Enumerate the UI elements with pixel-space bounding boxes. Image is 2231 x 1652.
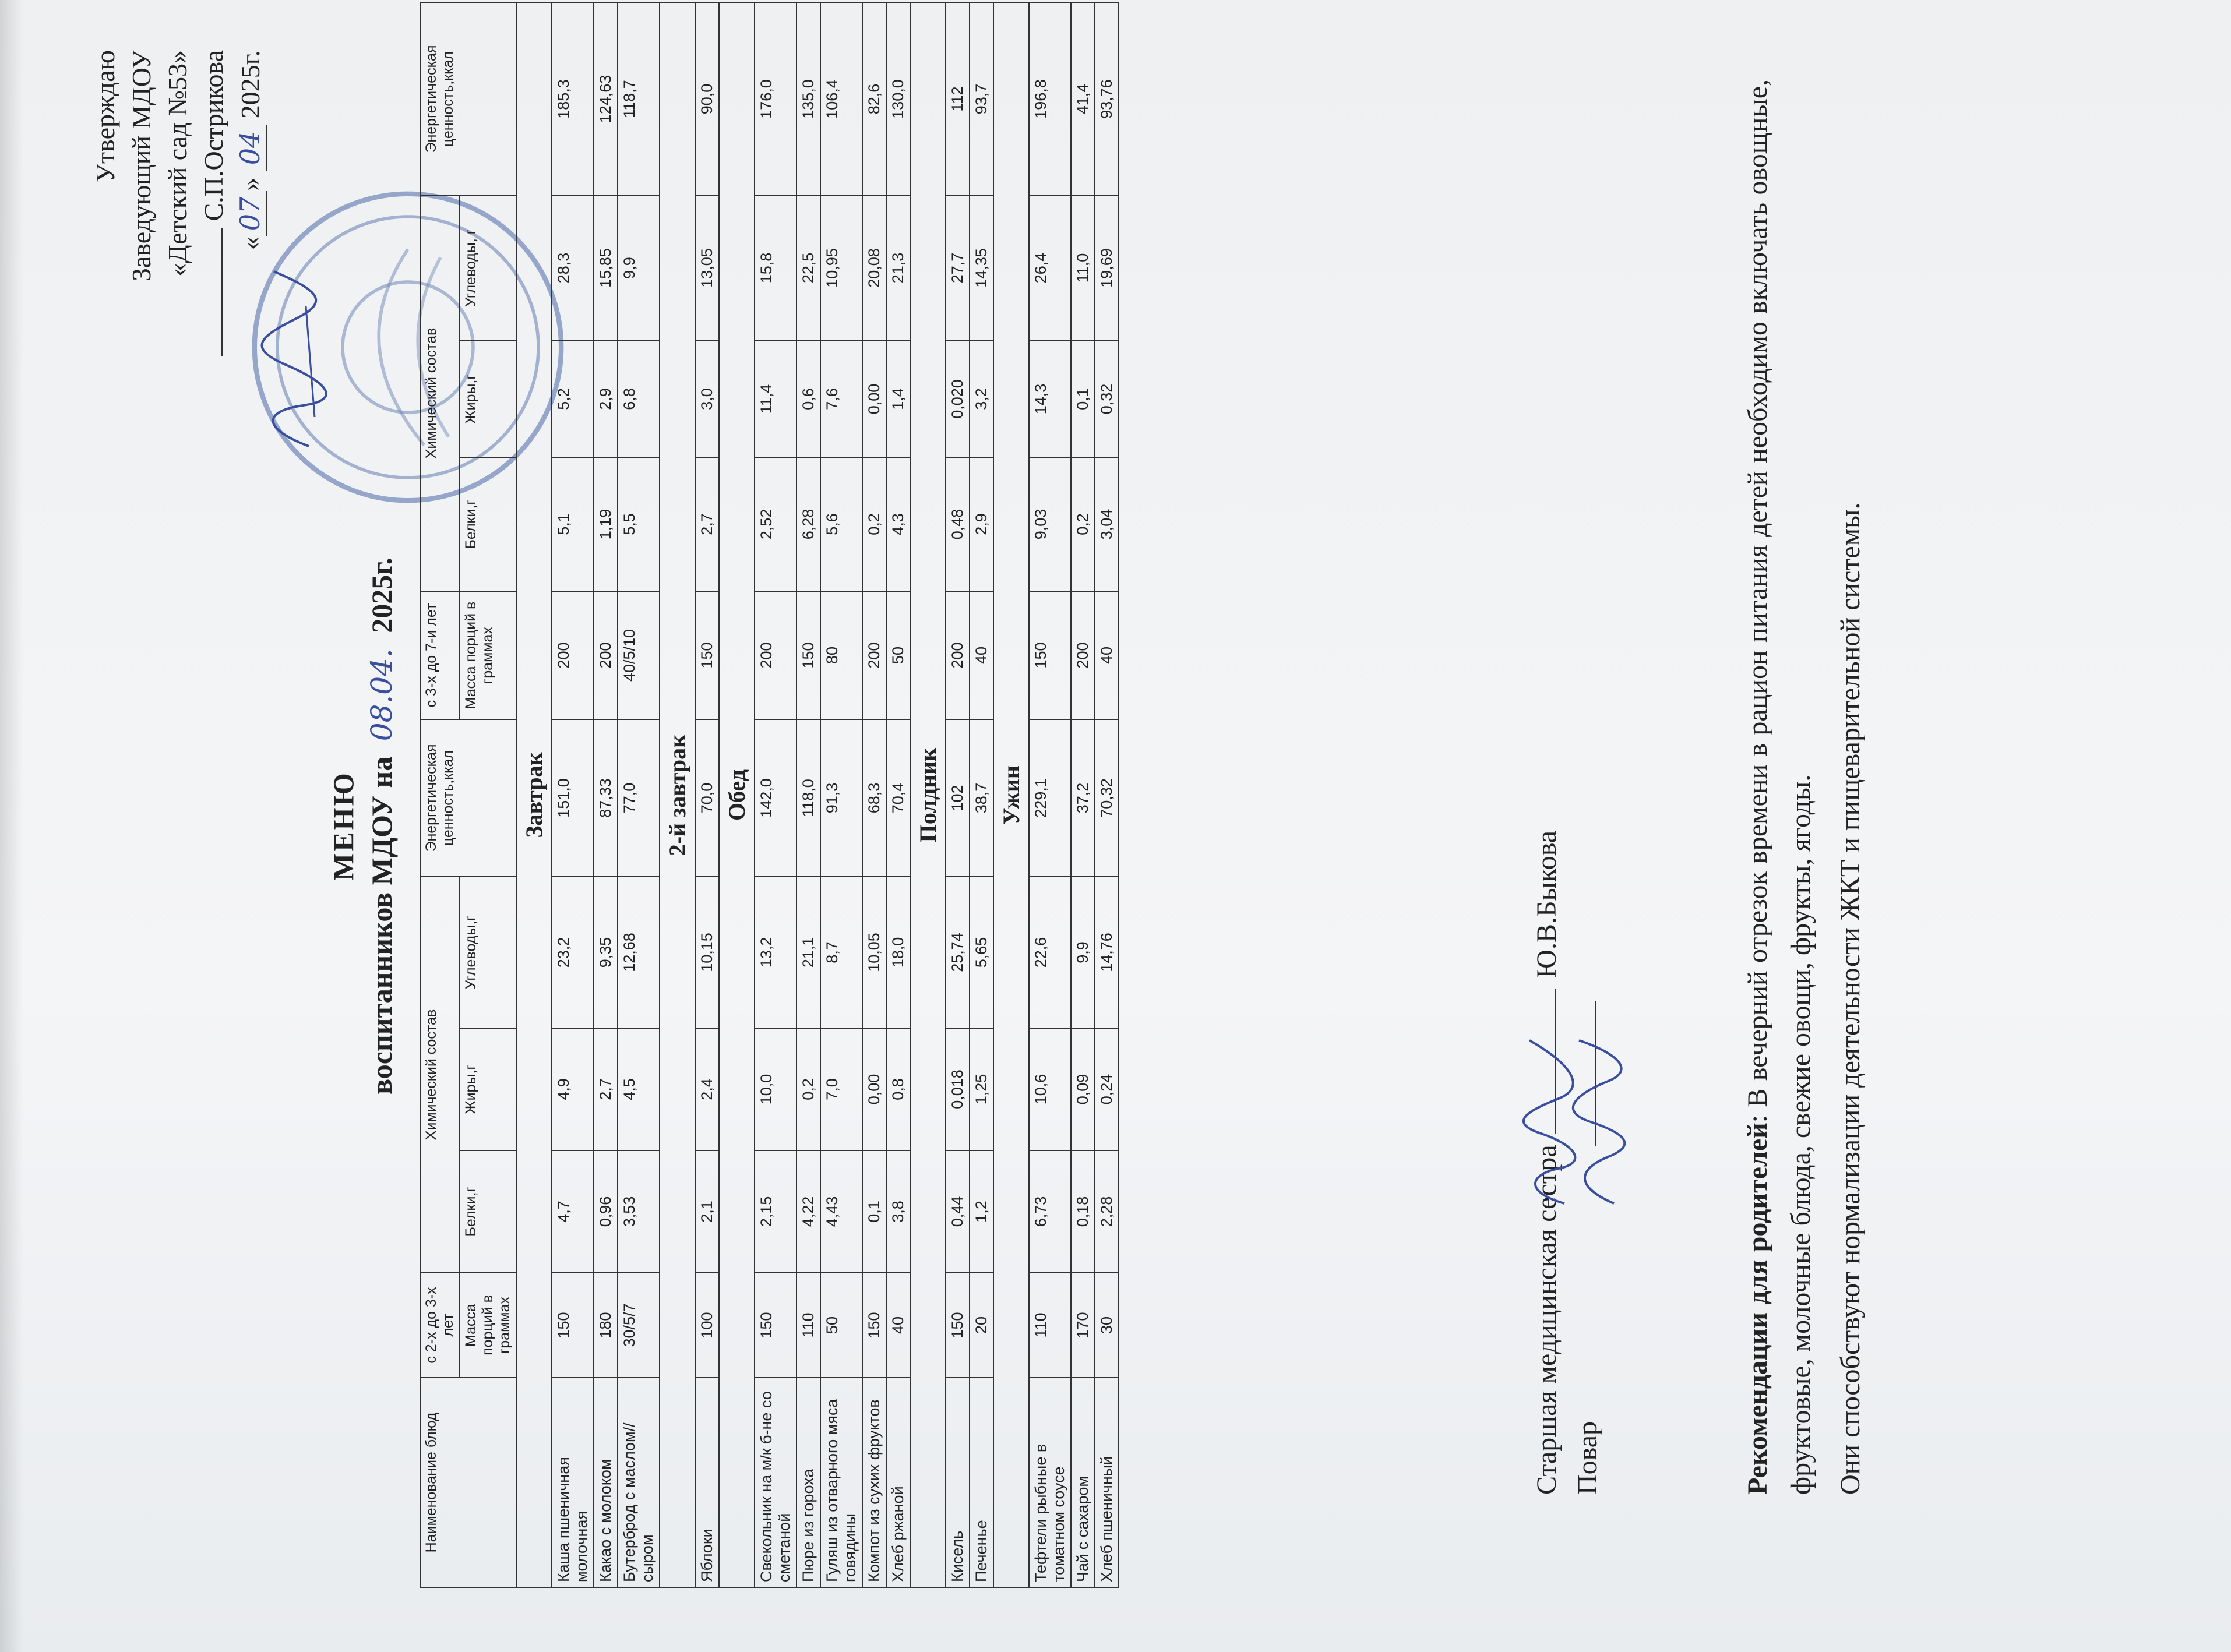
value-cell: 14,35: [970, 195, 993, 341]
value-cell: 5,5: [618, 457, 660, 591]
section-title: Полдник: [910, 3, 946, 1587]
value-cell: 1,2: [970, 1150, 993, 1273]
subtitle-handwritten-date: 08.04.: [365, 648, 399, 742]
value-cell: 15,85: [594, 195, 618, 341]
value-cell: 4,7: [552, 1150, 594, 1273]
value-cell: 200: [1071, 591, 1095, 719]
dish-name-cell: Бутерброд с маслом//сыром: [618, 1378, 660, 1587]
value-cell: 90,0: [695, 3, 719, 195]
value-cell: 11,4: [755, 341, 796, 457]
value-cell: 135,0: [796, 3, 820, 195]
table-row: [1029, 3, 1071, 1587]
header-dish-name: Наименование блюд: [420, 1378, 516, 1587]
value-cell: 27,7: [946, 195, 970, 341]
dish-name-cell: Тефтели рыбные в томатном соусе: [1029, 1378, 1071, 1587]
table-row: [820, 3, 862, 1587]
value-cell: 40: [970, 591, 993, 719]
recommendations-text-1: : В вечерний отрезок времени в рацион питания детей необходимо включать овощные, фруктовые, молочные блюда, свежие овощи, фрукты, ягоды.: [1742, 79, 1817, 1495]
nurse-label: Старшая медицинская сестра: [1531, 1145, 1562, 1495]
value-cell: 0,2: [796, 1028, 820, 1150]
header-energy-1: Энергетическая ценность,ккал: [420, 719, 516, 877]
value-cell: 0,1: [1071, 341, 1095, 457]
value-cell: 118,0: [796, 719, 820, 877]
section-title: Завтрак: [516, 3, 552, 1587]
value-cell: 2,52: [755, 457, 796, 591]
value-cell: 82,6: [862, 3, 886, 195]
value-cell: 106,4: [820, 3, 862, 195]
approval-line-position: Заведующий МДОУ: [126, 50, 157, 282]
value-cell: 50: [886, 591, 910, 719]
dish-name-cell: Яблоки: [695, 1378, 719, 1587]
value-cell: 3,53: [618, 1150, 660, 1273]
value-cell: 110: [796, 1273, 820, 1378]
value-cell: 3,8: [886, 1150, 910, 1273]
value-cell: 150: [862, 1273, 886, 1378]
value-cell: 14,76: [1095, 877, 1119, 1028]
value-cell: 170: [1071, 1273, 1095, 1378]
value-cell: 6,8: [618, 341, 660, 457]
value-cell: 21,1: [796, 877, 820, 1028]
section-title: Ужин: [993, 3, 1029, 1587]
approval-line-approve: Утверждаю: [90, 50, 120, 183]
header-age-group-2: с 3-х до 7-и лет: [420, 591, 460, 719]
value-cell: 26,4: [1029, 195, 1071, 341]
value-cell: 151,0: [552, 719, 594, 877]
value-cell: 150: [946, 1273, 970, 1378]
value-cell: 0,1: [862, 1150, 886, 1273]
value-cell: 14,3: [1029, 341, 1071, 457]
value-cell: 10,6: [1029, 1028, 1071, 1150]
section-title: 2-й завтрак: [660, 3, 695, 1587]
dish-name-cell: Компот из сухих фруктов: [862, 1378, 886, 1587]
value-cell: 0,44: [946, 1150, 970, 1273]
value-cell: 130,0: [886, 3, 910, 195]
header-mass-2: Масса порций в граммах: [460, 591, 516, 719]
value-cell: 18,0: [886, 877, 910, 1028]
value-cell: 5,65: [970, 877, 993, 1028]
value-cell: 180: [594, 1273, 618, 1378]
header-fat-1: Жиры,г: [460, 1028, 516, 1150]
value-cell: 38,7: [970, 719, 993, 877]
header-chem-2: Химический состав: [420, 195, 460, 591]
value-cell: 70,32: [1095, 719, 1119, 877]
subtitle-prefix: воспитанников МДОУ на: [365, 756, 398, 1095]
value-cell: 150: [755, 1273, 796, 1378]
value-cell: 2,15: [755, 1150, 796, 1273]
value-cell: 37,2: [1071, 719, 1095, 877]
value-cell: 1,19: [594, 457, 618, 591]
value-cell: 176,0: [755, 3, 796, 195]
value-cell: 11,0: [1071, 195, 1095, 341]
value-cell: 40: [1095, 591, 1119, 719]
value-cell: 4,43: [820, 1150, 862, 1273]
value-cell: 200: [862, 591, 886, 719]
value-cell: 200: [594, 591, 618, 719]
value-cell: 5,2: [552, 341, 594, 457]
value-cell: 2,9: [970, 457, 993, 591]
value-cell: 0,00: [862, 1028, 886, 1150]
value-cell: 0,09: [1071, 1028, 1095, 1150]
value-cell: 150: [695, 591, 719, 719]
header-carb-1: Углеводы,г: [460, 877, 516, 1028]
nurse-signature-line: [1527, 563, 1567, 1495]
menu-table-body: [516, 3, 1119, 1587]
value-cell: 0,48: [946, 457, 970, 591]
table-row: [946, 3, 970, 1587]
value-cell: 41,4: [1071, 3, 1095, 195]
dish-name-cell: Хлеб ржаной: [886, 1378, 910, 1587]
value-cell: 9,03: [1029, 457, 1071, 591]
value-cell: 93,76: [1095, 3, 1119, 195]
value-cell: 2,7: [594, 1028, 618, 1150]
value-cell: 30: [1095, 1273, 1119, 1378]
dish-name-cell: Кисель: [946, 1378, 970, 1587]
value-cell: 185,3: [552, 3, 594, 195]
dish-name-cell: Печенье: [970, 1378, 993, 1587]
value-cell: 4,3: [886, 457, 910, 591]
signatures-block: [1527, 563, 1608, 1495]
value-cell: 15,8: [755, 195, 796, 341]
subtitle-year: 2025г.: [365, 557, 398, 633]
header-mass-1: Масса порций в граммах: [460, 1273, 516, 1378]
value-cell: 4,5: [618, 1028, 660, 1150]
document-subtitle: [365, 0, 399, 1652]
value-cell: 0,2: [1071, 457, 1095, 591]
header-protein-1: Белки,г: [460, 1150, 516, 1273]
value-cell: 2,28: [1095, 1150, 1119, 1273]
value-cell: 2,7: [695, 457, 719, 591]
value-cell: 25,74: [946, 877, 970, 1028]
value-cell: 4,22: [796, 1150, 820, 1273]
dish-name-cell: Какао с молоком: [594, 1378, 618, 1587]
value-cell: 21,3: [886, 195, 910, 341]
value-cell: 10,05: [862, 877, 886, 1028]
approval-director-name: С.П.Острикова: [199, 50, 229, 221]
value-cell: 4,9: [552, 1028, 594, 1150]
value-cell: 9,35: [594, 877, 618, 1028]
value-cell: 1,4: [886, 341, 910, 457]
approval-signature-blank: [221, 228, 223, 356]
table-row: [755, 3, 796, 1587]
value-cell: 150: [552, 1273, 594, 1378]
value-cell: 80: [820, 591, 862, 719]
value-cell: 1,25: [970, 1028, 993, 1150]
value-cell: 20: [970, 1273, 993, 1378]
approval-date-day: 07: [234, 191, 267, 237]
value-cell: 70,4: [886, 719, 910, 877]
table-row: [695, 3, 719, 1587]
value-cell: 22,6: [1029, 877, 1071, 1028]
table-row: [886, 3, 910, 1587]
value-cell: 0,2: [862, 457, 886, 591]
value-cell: 70,0: [695, 719, 719, 877]
value-cell: 6,28: [796, 457, 820, 591]
value-cell: 9,9: [618, 195, 660, 341]
value-cell: 13,2: [755, 877, 796, 1028]
table-row: [1071, 3, 1095, 1587]
table-row: [796, 3, 820, 1587]
approval-date-month: 04: [234, 125, 267, 171]
value-cell: 28,3: [552, 195, 594, 341]
value-cell: 91,3: [820, 719, 862, 877]
table-row: [594, 3, 618, 1587]
value-cell: 30/5/7: [618, 1273, 660, 1378]
page-shadow: [0, 0, 23, 1652]
menu-table: [420, 2, 1119, 1588]
nurse-name: Ю.В.Быкова: [1531, 830, 1562, 979]
value-cell: 0,018: [946, 1028, 970, 1150]
header-fat-2: Жиры,г: [460, 341, 516, 457]
approval-line-name: [196, 50, 232, 458]
section-header-row: [910, 3, 946, 1587]
document-title: МЕНЮ: [327, 771, 360, 881]
header-protein-2: Белки,г: [460, 457, 516, 591]
value-cell: 110: [1029, 1273, 1071, 1378]
value-cell: 10,95: [820, 195, 862, 341]
value-cell: 196,8: [1029, 3, 1071, 195]
value-cell: 5,6: [820, 457, 862, 591]
header-energy-2: Энергетическая ценность,ккал: [420, 3, 516, 195]
recommendations-paragraph-1: [1736, 79, 1823, 1495]
value-cell: 2,9: [594, 341, 618, 457]
value-cell: 68,3: [862, 719, 886, 877]
director-signature-icon: [251, 266, 332, 452]
recommendations-label: Рекомендации для родителей: [1742, 1122, 1773, 1495]
dish-name-cell: Каша пшеничная молочная: [552, 1378, 594, 1587]
table-row: [970, 3, 993, 1587]
value-cell: 12,68: [618, 877, 660, 1028]
value-cell: 20,08: [862, 195, 886, 341]
value-cell: 10,0: [755, 1028, 796, 1150]
value-cell: 2,4: [695, 1028, 719, 1150]
value-cell: 118,7: [618, 3, 660, 195]
value-cell: 0,18: [1071, 1150, 1095, 1273]
value-cell: 112: [946, 3, 970, 195]
value-cell: 40/5/10: [618, 591, 660, 719]
section-header-row: [660, 3, 695, 1587]
table-row: [862, 3, 886, 1587]
value-cell: 5,1: [552, 457, 594, 591]
approval-line-institution: «Детский сад №53»: [163, 50, 193, 277]
header-chem-1: Химический состав: [420, 877, 460, 1273]
value-cell: 0,24: [1095, 1028, 1119, 1150]
table-row: [618, 3, 660, 1587]
value-cell: 50: [820, 1273, 862, 1378]
cook-label: Повар: [1571, 1421, 1603, 1495]
value-cell: 229,1: [1029, 719, 1071, 877]
table-row: [552, 3, 594, 1587]
value-cell: 6,73: [1029, 1150, 1071, 1273]
value-cell: 0,020: [946, 341, 970, 457]
value-cell: 200: [755, 591, 796, 719]
value-cell: 150: [1029, 591, 1071, 719]
value-cell: 0,96: [594, 1150, 618, 1273]
cook-signature-line: [1567, 563, 1608, 1495]
dish-name-cell: Хлеб пшеничный: [1095, 1378, 1119, 1587]
section-header-row: [719, 3, 755, 1587]
value-cell: 22,5: [796, 195, 820, 341]
dish-name-cell: Пюре из гороха: [796, 1378, 820, 1587]
value-cell: 7,0: [820, 1028, 862, 1150]
value-cell: 77,0: [618, 719, 660, 877]
value-cell: 7,6: [820, 341, 862, 457]
value-cell: 200: [552, 591, 594, 719]
value-cell: 102: [946, 719, 970, 877]
section-title: Обед: [719, 3, 755, 1587]
value-cell: 0,00: [862, 341, 886, 457]
header-age-group-1: с 2-х до 3-х лет: [420, 1273, 460, 1378]
value-cell: 142,0: [755, 719, 796, 877]
approval-block: [87, 50, 269, 458]
approval-date-year: 2025г.: [235, 50, 266, 119]
dish-name-cell: Свекольник на м/к б-не со сметаной: [755, 1378, 796, 1587]
value-cell: 87,33: [594, 719, 618, 877]
value-cell: 0,32: [1095, 341, 1119, 457]
date-open-quote: «: [235, 236, 266, 250]
value-cell: 23,2: [552, 877, 594, 1028]
value-cell: 3,04: [1095, 457, 1119, 591]
value-cell: 124,63: [594, 3, 618, 195]
value-cell: 0,6: [796, 341, 820, 457]
value-cell: 93,7: [970, 3, 993, 195]
value-cell: 13,05: [695, 195, 719, 341]
recommendations-block: [1736, 79, 1878, 1495]
value-cell: 40: [886, 1273, 910, 1378]
value-cell: 150: [796, 591, 820, 719]
value-cell: 9,9: [1071, 877, 1095, 1028]
header-carb-2: Углеводы, г: [460, 195, 516, 341]
title-block: [326, 0, 399, 1652]
date-close-quote: »: [235, 177, 266, 191]
table-row: [1095, 3, 1119, 1587]
value-cell: 8,7: [820, 877, 862, 1028]
value-cell: 100: [695, 1273, 719, 1378]
recommendations-paragraph-2: Они способствуют нормализации деятельности ЖКТ и пищеварительной системы.: [1834, 502, 1866, 1495]
value-cell: 3,2: [970, 341, 993, 457]
dish-name-cell: Чай с сахаром: [1071, 1378, 1095, 1587]
cook-signature-icon: [1556, 1035, 1631, 1209]
dish-name-cell: Гуляш из отварного мяса говядины: [820, 1378, 862, 1587]
value-cell: 2,1: [695, 1150, 719, 1273]
value-cell: 19,69: [1095, 195, 1119, 341]
value-cell: 3,0: [695, 341, 719, 457]
section-header-row: [516, 3, 552, 1587]
value-cell: 200: [946, 591, 970, 719]
value-cell: 0,8: [886, 1028, 910, 1150]
value-cell: 10,15: [695, 877, 719, 1028]
section-header-row: [993, 3, 1029, 1587]
